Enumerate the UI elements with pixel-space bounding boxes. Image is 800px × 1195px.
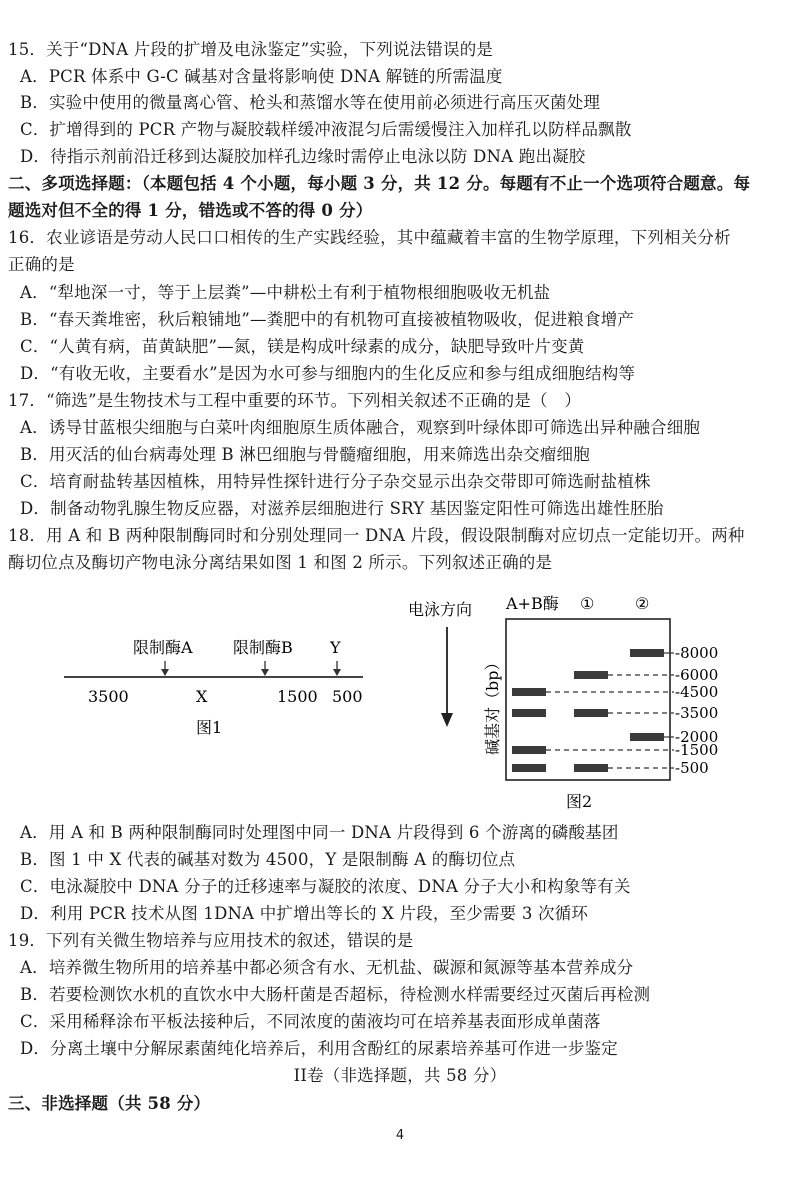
- figure-1-restriction-map: [60, 625, 380, 745]
- gel-band: [512, 688, 546, 696]
- lane-label-ab: A+B酶: [506, 594, 559, 613]
- q15-stem: 15．关于“DNA 片段的扩增及电泳鉴定”实验，下列说法错误的是: [8, 40, 494, 59]
- marker-label: -1500: [675, 741, 719, 759]
- q17-option-a: A．诱导甘蓝根尖细胞与白菜叶肉细胞原生质体融合，观察到叶绿体即可筛选出异种融合细胞: [20, 418, 701, 437]
- q17-option-b: B．用灭活的仙台病毒处理 B 淋巴细胞与骨髓瘤细胞，用来筛选出杂交瘤细胞: [20, 445, 590, 464]
- q18-stem-line1: 18．用 A 和 B 两种限制酶同时和分别处理同一 DNA 片段，假设限制酶对应切点一定能切开。两种: [8, 526, 745, 545]
- arrow-y-icon: [333, 661, 341, 676]
- q19-option-a: A．培养微生物所用的培养基中都必须含有水、无机盐、碳源和氮源等基本营养成分: [20, 958, 634, 977]
- q15-option-d: D．待指示剂前沿迁移到达凝胶加样孔边缘时需停止电泳以防 DNA 跑出凝胶: [20, 147, 586, 166]
- gel-bands: [512, 649, 664, 772]
- segment-1500: 1500: [277, 687, 318, 706]
- q15-option-a: A．PCR 体系中 G-C 碱基对含量将影响使 DNA 解链的所需温度: [20, 67, 503, 86]
- marker-label: -8000: [675, 644, 719, 662]
- segment-3500: 3500: [88, 687, 129, 706]
- q17-option-c: C．培育耐盐转基因植株，用特异性探针进行分子杂交显示出杂交带即可筛选耐盐植株: [20, 472, 651, 491]
- q18-option-a: A．用 A 和 B 两种限制酶同时处理图中同一 DNA 片段得到 6 个游离的磷酸基团: [20, 823, 619, 842]
- marker-label: -500: [675, 759, 709, 777]
- q18-stem-line2: 酶切位点及酶切产物电泳分离结果如图 1 和图 2 所示。下列叙述正确的是: [8, 553, 553, 572]
- q18-option-c: C．电泳凝胶中 DNA 分子的迁移速率与凝胶的浓度、DNA 分子大小和构象等有关: [20, 877, 631, 896]
- q19-option-d: D．分离土壤中分解尿素菌纯化培养后，利用含酚红的尿素培养基可作进一步鉴定: [20, 1039, 618, 1058]
- page-number: 4: [395, 1128, 405, 1143]
- arrow-enzyme-b-icon: [261, 661, 269, 676]
- gel-band: [574, 709, 608, 717]
- figure-1-caption: 图1: [196, 718, 223, 737]
- q15-option-b: B．实验中使用的微量离心管、枪头和蒸馏水等在使用前必须进行高压灭菌处理: [20, 93, 601, 112]
- gel-band: [512, 709, 546, 717]
- q16-option-c: C．“人黄有病，苗黄缺肥”—氮，镁是构成叶绿素的成分，缺肥导致叶片变黄: [20, 337, 585, 356]
- q15-option-c: C．扩增得到的 PCR 产物与凝胶载样缓冲液混匀后需缓慢注入加样孔以防样品飘散: [20, 120, 632, 139]
- direction-arrow-icon: [441, 627, 453, 727]
- size-markers: [546, 644, 718, 777]
- segment-500: 500: [332, 687, 363, 706]
- marker-label: -6000: [675, 666, 719, 684]
- gel-band: [630, 649, 664, 657]
- label-enzyme-a: 限制酶A: [133, 638, 193, 657]
- label-y: Y: [330, 638, 341, 657]
- label-enzyme-b: 限制酶B: [233, 638, 293, 657]
- gel-band: [512, 746, 546, 754]
- figure-2-gel: [400, 585, 780, 820]
- segment-x: X: [196, 687, 208, 706]
- q16-option-d: D．“有收无收，主要看水”是因为水可参与细胞内的生化反应和参与组成细胞结构等: [20, 364, 636, 383]
- arrow-enzyme-a-icon: [161, 661, 169, 676]
- gel-band: [574, 671, 608, 679]
- lane-label-2: ②: [635, 594, 650, 613]
- gel-band: [574, 764, 608, 772]
- lane-label-1: ①: [580, 594, 595, 613]
- q19-stem: 19．下列有关微生物培养与应用技术的叙述，错误的是: [8, 931, 414, 950]
- q16-stem-line1: 16．农业谚语是劳动人民口口相传的生产实践经验，其中蕴藏着丰富的生物学原理，下列相关分析: [8, 228, 731, 247]
- section2-heading-line2: 题选对但不全的得 1 分，错选或不答的得 0 分）: [8, 201, 373, 220]
- q16-stem-line2: 正确的是: [8, 255, 75, 274]
- q18-option-b: B．图 1 中 X 代表的碱基对数为 4500，Y 是限制酶 A 的酶切位点: [20, 850, 516, 869]
- marker-label: -2000: [675, 728, 719, 746]
- marker-label: -3500: [675, 704, 719, 722]
- gel-frame: [506, 619, 670, 780]
- q16-option-b: B．“春天粪堆密，秋后粮铺地”—粪肥中的有机物可直接被植物吸收，促进粮食增产: [20, 310, 635, 329]
- q19-option-b: B．若要检测饮水机的直饮水中大肠杆菌是否超标，待检测水样需要经过灭菌后再检测: [20, 985, 651, 1004]
- gel-band: [630, 733, 664, 741]
- figure-2-caption: 图2: [566, 792, 593, 811]
- electrophoresis-direction-label: 电泳方向: [408, 600, 473, 619]
- q17-stem: 17．“筛选”是生物技术与工程中重要的环节。下列相关叙述不正确的是（ ）: [8, 391, 582, 410]
- part-2-title: II卷（非选择题，共 58 分）: [293, 1066, 507, 1085]
- q16-option-a: A．“犁地深一寸，等于上层粪”—中耕松土有利于植物根细胞吸收无机盐: [20, 283, 551, 302]
- section2-heading-line1: 二、多项选择题：（本题包括 4 个小题，每小题 3 分，共 12 分。每题有不止一个选项符合题意。每: [8, 174, 751, 193]
- marker-label: -4500: [675, 683, 719, 701]
- q17-option-d: D．制备动物乳腺生物反应器，对滋养层细胞进行 SRY 基因鉴定阳性可筛选出雄性胚胎: [20, 499, 664, 518]
- q18-option-d: D．利用 PCR 技术从图 1DNA 中扩增出等长的 X 片段，至少需要 3 次循环: [20, 904, 589, 923]
- q19-option-c: C．采用稀释涂布平板法接种后，不同浓度的菌液均可在培养基表面形成单菌落: [20, 1012, 601, 1031]
- gel-band: [512, 764, 546, 772]
- section3-heading: 三、非选择题（共 58 分）: [8, 1094, 211, 1113]
- y-axis-label: 碱基对（bp）: [483, 654, 502, 755]
